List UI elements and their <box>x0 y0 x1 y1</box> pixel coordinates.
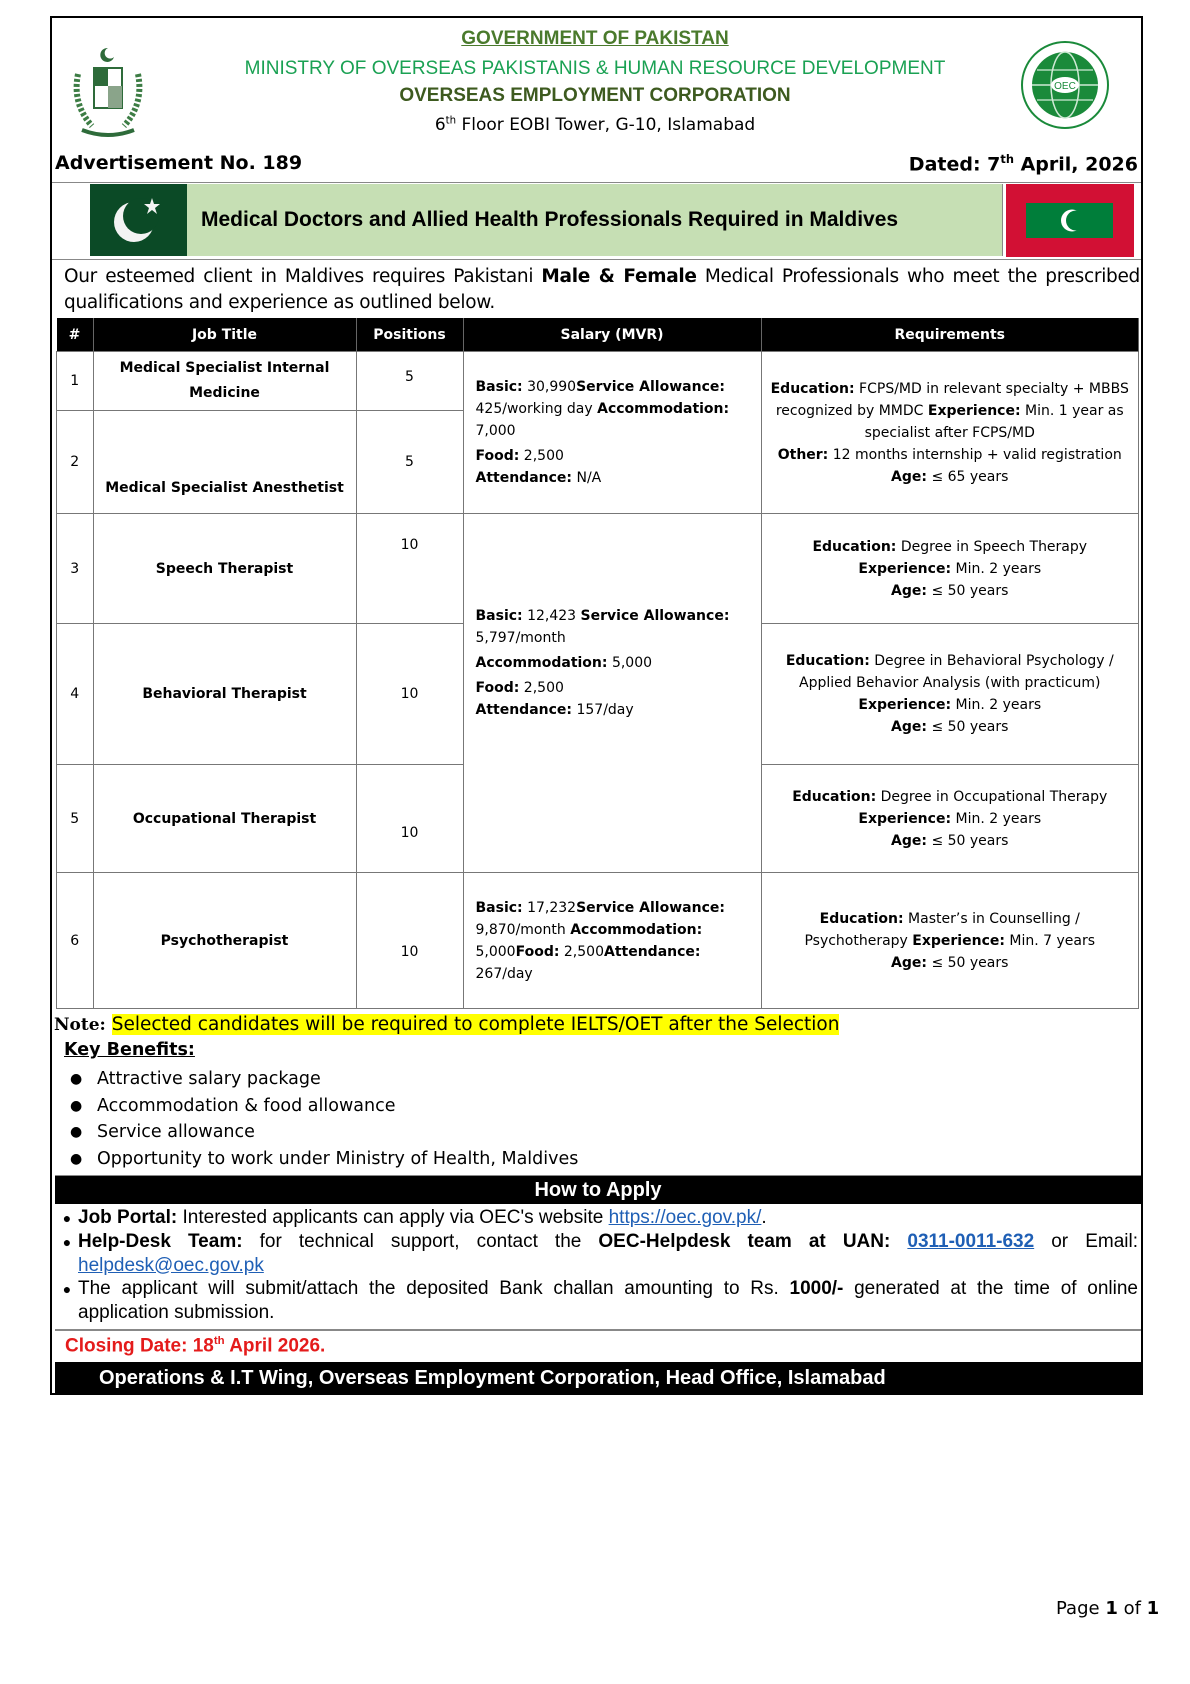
req-education-label: Education: <box>819 910 904 927</box>
req-age: ≤ 50 years <box>927 832 1009 849</box>
row-job-title: Behavioral Therapist <box>93 624 356 765</box>
salary-attendance-label: Attendance: <box>603 943 701 960</box>
portal-link[interactable]: https://oec.gov.pk/ <box>608 1207 762 1228</box>
helpdesk-or: or Email: <box>1034 1231 1138 1252</box>
banner-title: Medical Doctors and Allied Health Professionals Required in Maldives <box>187 184 1003 256</box>
intro-text-1: Our esteemed client in Maldives requires Pakistani <box>64 266 542 287</box>
footer: Operations & I.T Wing, Overseas Employment Corporation, Head Office, Islamabad <box>55 1362 1141 1395</box>
bullet-icon: ● <box>62 1210 72 1226</box>
requirements-cell <box>761 624 1139 765</box>
benefit-text: Service allowance <box>97 1122 255 1143</box>
benefit-text: Opportunity to work under Ministry of Health, Maldives <box>97 1148 579 1169</box>
row-job-title: Speech Therapist <box>93 514 356 624</box>
salary-accommodation-label: Accommodation: <box>475 655 608 671</box>
salary-attendance-label: Attendance: <box>475 470 573 486</box>
req-experience-label: Experience: <box>912 932 1005 949</box>
address-rest: Floor EOBI Tower, G-10, Islamabad <box>456 115 756 135</box>
jobs-table <box>56 318 1139 1009</box>
note <box>54 1014 839 1035</box>
salary-service-label: Service Allowance: <box>576 379 725 395</box>
row-job-title: Occupational Therapist <box>93 765 356 873</box>
bullet-icon: ● <box>70 1071 83 1088</box>
req-age-label: Age: <box>891 582 927 599</box>
row-positions: 10 <box>356 873 463 1009</box>
header-requirements: Requirements <box>761 318 1139 352</box>
page-total: 1 <box>1146 1598 1160 1619</box>
bullet-icon: ● <box>70 1097 83 1114</box>
salary-basic-label: Basic: <box>475 899 523 916</box>
apply-item-challan <box>56 1277 1138 1324</box>
req-education: Degree in Speech Therapy <box>896 538 1088 555</box>
bullet-icon: ● <box>62 1281 72 1297</box>
how-to-apply-title: How to Apply <box>55 1175 1141 1204</box>
salary-service-label: Service Allowance: <box>576 899 725 916</box>
salary-service: 9,870/month <box>475 921 571 938</box>
req-education: Master’s in Counselling / Psychotherapy <box>804 910 1080 949</box>
req-experience-label: Experience: <box>858 697 952 713</box>
table-header-row <box>57 318 1139 352</box>
closing-date-row <box>55 1329 1141 1363</box>
row-job-title: Medical Specialist Internal Medicine <box>93 352 356 411</box>
header-positions: Positions <box>356 318 463 352</box>
req-age-label: Age: <box>891 719 927 735</box>
helpdesk-label: Help-Desk Team: <box>78 1231 243 1252</box>
salary-service: 425/working day <box>475 401 598 417</box>
salary-basic: 17,232 <box>522 899 577 916</box>
table-row <box>57 352 1139 411</box>
salary-basic: 12,423 <box>522 608 581 624</box>
benefit-item <box>70 1146 578 1173</box>
note-label: Note: <box>54 1015 106 1035</box>
req-education: FCPS/MD in relevant specialty + MBBS recognized by MMDC <box>775 380 1129 419</box>
row-job-title: Medical Specialist Anesthetist <box>93 411 356 514</box>
dated-rest: April, 2026 <box>1013 153 1138 176</box>
req-education-label: Education: <box>785 653 870 669</box>
intro-paragraph <box>64 264 1140 316</box>
closing-label: Closing Date: 18 <box>65 1335 214 1357</box>
helpdesk-bold: OEC-Helpdesk team at UAN: <box>598 1231 891 1252</box>
salary-food: 2,500 <box>519 680 564 696</box>
row-positions: 5 <box>356 411 463 514</box>
req-education-label: Education: <box>792 788 877 805</box>
requirements-cell <box>761 873 1139 1009</box>
salary-accommodation-label: Accommodation: <box>570 921 703 938</box>
bullet-icon: ● <box>70 1124 83 1141</box>
dated-sup: th <box>1000 152 1014 166</box>
req-education-label: Education: <box>770 380 855 397</box>
apply-instructions <box>56 1206 1138 1324</box>
page-prefix: Page <box>1056 1598 1106 1619</box>
benefit-item <box>70 1093 578 1120</box>
page-number <box>1056 1598 1159 1619</box>
salary-cell <box>463 352 761 514</box>
requirements-cell <box>761 514 1139 624</box>
row-number: 6 <box>57 873 94 1009</box>
benefits-list <box>70 1066 578 1172</box>
salary-basic-label: Basic: <box>475 379 523 395</box>
req-education: Degree in Behavioral Psychology / Applied Behavior Analysis (with practicum) <box>799 653 1114 691</box>
closing-sup: th <box>213 1335 225 1347</box>
salary-basic-label: Basic: <box>475 608 523 624</box>
salary-service: 5,797/month <box>475 630 566 646</box>
page-of: of <box>1117 1598 1147 1619</box>
corporation-title: OVERSEAS EMPLOYMENT CORPORATION <box>399 85 791 106</box>
row-number: 4 <box>57 624 94 765</box>
req-age-label: Age: <box>891 954 927 971</box>
portal-label: Job Portal: <box>78 1207 178 1228</box>
salary-food-label: Food: <box>475 448 520 464</box>
req-age: ≤ 65 years <box>927 468 1009 485</box>
requirements-cell <box>761 765 1139 873</box>
government-title: GOVERNMENT OF PAKISTAN <box>461 28 729 49</box>
header-salary: Salary (MVR) <box>463 318 761 352</box>
row-positions: 5 <box>356 352 463 411</box>
req-experience-label: Experience: <box>858 810 952 827</box>
row-job-title: Psychotherapist <box>93 873 356 1009</box>
benefit-item <box>70 1119 578 1146</box>
row-positions: 10 <box>356 514 463 624</box>
pakistan-flag-icon <box>90 184 187 256</box>
helpdesk-phone-link[interactable]: 0311-0011-632 <box>907 1231 1035 1252</box>
req-experience: Min. 2 years <box>951 697 1042 713</box>
benefit-text: Attractive salary package <box>97 1069 321 1090</box>
salary-food: 2,500 <box>519 448 564 464</box>
page-current: 1 <box>1105 1598 1118 1619</box>
header-number: # <box>57 318 94 352</box>
table-row <box>57 873 1139 1009</box>
row-number: 3 <box>57 514 94 624</box>
row-number: 1 <box>57 352 94 411</box>
address-floor: 6 <box>434 115 446 135</box>
dated <box>909 152 1138 175</box>
address-floor-sup: th <box>445 115 457 127</box>
helpdesk-text: for technical support, contact the <box>242 1231 599 1252</box>
key-benefits-title: Key Benefits: <box>64 1040 195 1060</box>
closing-rest: April 2026. <box>224 1335 326 1357</box>
maldives-flag-icon <box>1006 184 1134 257</box>
salary-attendance: 267/day <box>475 965 533 982</box>
req-other: 12 months internship + valid registration <box>828 446 1122 463</box>
salary-food-label: Food: <box>515 943 560 960</box>
portal-end: . <box>761 1207 767 1228</box>
requirements-cell <box>761 352 1139 514</box>
intro-bold: Male & Female <box>541 266 697 287</box>
req-experience: Min. 1 year as specialist after FCPS/MD <box>864 402 1124 441</box>
row-number: 5 <box>57 765 94 873</box>
req-experience: Min. 2 years <box>951 560 1042 577</box>
req-experience: Min. 2 years <box>951 810 1042 827</box>
req-experience-label: Experience: <box>858 560 952 577</box>
salary-accommodation: 5,000 <box>607 655 653 671</box>
bullet-icon: ● <box>70 1150 83 1167</box>
salary-basic: 30,990 <box>522 379 577 395</box>
challan-text-2: generated at the time of online application submission. <box>78 1278 1138 1323</box>
address <box>0 115 1190 135</box>
table-row <box>57 514 1139 624</box>
salary-accommodation: 7,000 <box>475 423 516 439</box>
req-experience-label: Experience: <box>927 402 1021 419</box>
salary-attendance: N/A <box>572 470 602 486</box>
salary-service-label: Service Allowance: <box>580 608 730 624</box>
apply-item-portal <box>56 1206 1138 1230</box>
req-education-label: Education: <box>812 538 897 555</box>
benefit-item <box>70 1066 578 1093</box>
intro-text-2: Medical Professionals who meet the prescribed qualifications and experience as outlined below. <box>64 266 1141 313</box>
note-text: Selected candidates will be required to complete IELTS/OET after the Selection <box>111 1014 840 1035</box>
apply-item-helpdesk <box>56 1230 1138 1277</box>
header-job-title: Job Title <box>93 318 356 352</box>
req-age-label: Age: <box>891 832 927 849</box>
row-positions: 10 <box>356 765 463 873</box>
salary-accommodation-label: Accommodation: <box>597 401 730 417</box>
salary-attendance-label: Attendance: <box>475 702 573 718</box>
req-other-label: Other: <box>777 446 829 463</box>
row-positions: 10 <box>356 624 463 765</box>
portal-text: Interested applicants can apply via OEC's website <box>177 1207 609 1228</box>
ministry-title: MINISTRY OF OVERSEAS PAKISTANIS & HUMAN RESOURCE DEVELOPMENT <box>244 58 946 79</box>
helpdesk-email-link[interactable]: helpdesk@oec.gov.pk <box>78 1254 264 1276</box>
req-age-label: Age: <box>891 468 927 485</box>
challan-text-1: The applicant will submit/attach the deposited Bank challan amounting to Rs. <box>78 1278 790 1299</box>
challan-amount: 1000/- <box>789 1278 844 1299</box>
req-age: ≤ 50 years <box>927 719 1009 735</box>
req-experience: Min. 7 years <box>1004 932 1096 949</box>
req-age: ≤ 50 years <box>927 582 1009 599</box>
salary-cell <box>463 514 761 873</box>
req-age: ≤ 50 years <box>927 954 1009 971</box>
row-number: 2 <box>57 411 94 514</box>
salary-accommodation: 5,000 <box>475 943 516 960</box>
req-education: Degree in Occupational Therapy <box>876 788 1108 805</box>
bullet-icon: ● <box>62 1234 72 1250</box>
oec-logo-text: OEC <box>1054 81 1076 92</box>
benefit-text: Accommodation & food allowance <box>97 1095 396 1116</box>
salary-cell <box>463 873 761 1009</box>
salary-attendance: 157/day <box>572 702 634 718</box>
advertisement-number: Advertisement No. 189 <box>55 152 303 174</box>
salary-food-label: Food: <box>475 680 520 696</box>
dated-label: Dated: 7 <box>908 153 1001 176</box>
salary-food: 2,500 <box>559 943 604 960</box>
closing-date <box>65 1335 325 1357</box>
